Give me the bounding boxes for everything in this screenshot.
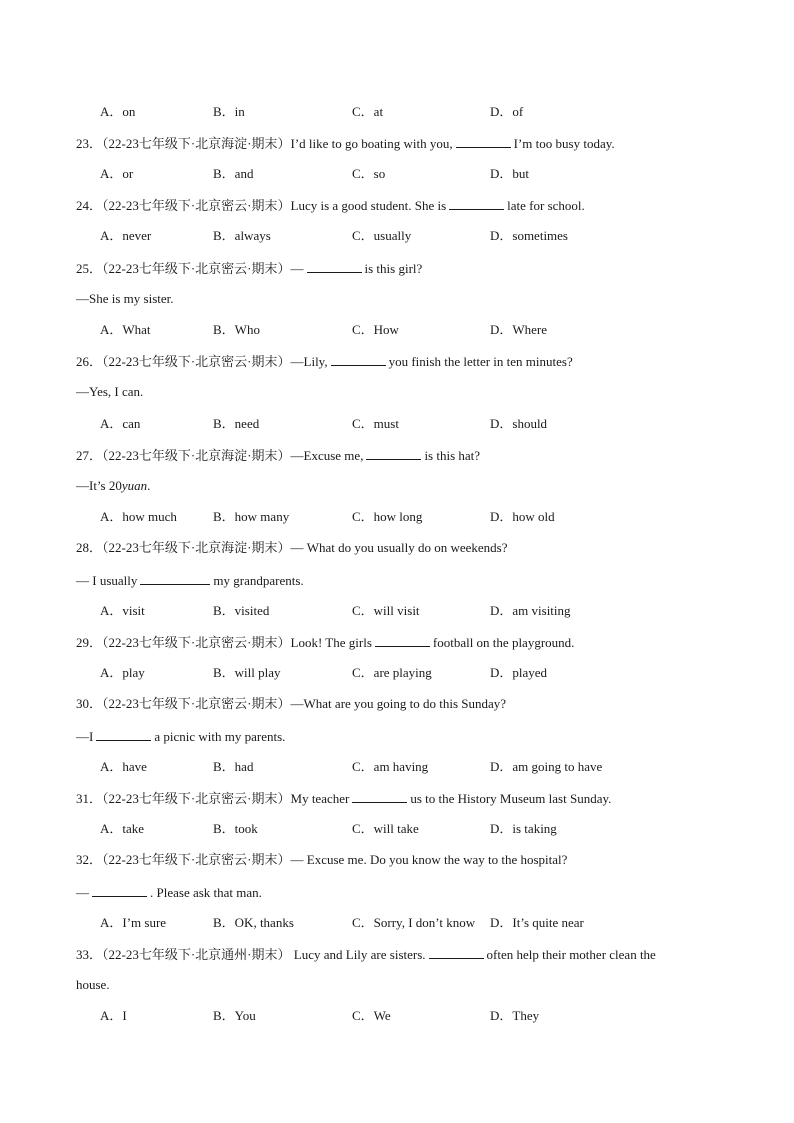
q27-text-post: is this hat? xyxy=(424,448,481,463)
q28-reply xyxy=(76,572,304,589)
q27-number: 27． xyxy=(76,448,103,463)
q31-options xyxy=(100,821,740,837)
q33-option-b: B．You xyxy=(213,1008,256,1023)
q27-blank xyxy=(366,447,421,460)
q28-number: 28． xyxy=(76,540,103,555)
q22-option-a: A．on xyxy=(100,104,136,119)
q25-options xyxy=(100,322,740,338)
q23-option-b: B．and xyxy=(213,166,254,181)
q26-text-post: you finish the letter in ten minutes? xyxy=(388,354,573,369)
q23-option-a: A．or xyxy=(100,166,134,181)
q23-blank xyxy=(456,135,511,148)
q33-continuation: house. xyxy=(76,977,110,992)
q28-options xyxy=(100,603,740,619)
q25-option-a: A．What xyxy=(100,322,151,337)
q24-option-d: D．sometimes xyxy=(490,228,568,243)
q25-number: 25． xyxy=(76,261,103,276)
q22-option-c: C．at xyxy=(352,104,384,119)
q24-source: （22-23七年级下·北京密云·期末） xyxy=(102,198,291,213)
q25-option-d: D．Where xyxy=(490,322,548,337)
q32-options xyxy=(100,915,740,931)
q31-option-a: A．take xyxy=(100,821,145,836)
q28-option-c: C．will visit xyxy=(352,603,420,618)
q29-blank xyxy=(375,634,430,647)
q33-option-c: C．We xyxy=(352,1008,391,1023)
q29-text-pre: Look! The girls xyxy=(290,635,372,650)
q33-number: 33． xyxy=(76,947,103,962)
q28-stem xyxy=(76,540,508,556)
q22-option-d: D．of xyxy=(490,104,524,119)
q22-option-b: B．in xyxy=(213,104,245,119)
q30-options xyxy=(100,759,740,775)
q24-option-c: C．usually xyxy=(352,228,412,243)
q26-options xyxy=(100,416,740,432)
q28-text-pre: — What do you usually do on weekends? xyxy=(290,540,508,555)
q26-stem xyxy=(76,353,573,370)
q31-text-pre: My teacher xyxy=(290,791,350,806)
q29-option-b: B．will play xyxy=(213,665,281,680)
q29-option-d: D．played xyxy=(490,665,548,680)
q31-blank xyxy=(352,790,407,803)
q24-option-a: A．never xyxy=(100,228,152,243)
q23-options xyxy=(100,166,740,182)
q24-number: 24． xyxy=(76,198,103,213)
q24-options xyxy=(100,228,740,244)
q27-options xyxy=(100,509,740,525)
q25-option-b: B．Who xyxy=(213,322,260,337)
q32-reply-post: . Please ask that man. xyxy=(150,885,262,900)
q24-text-post: late for school. xyxy=(507,198,585,213)
q24-blank xyxy=(449,197,504,210)
q32-option-a: A．I’m sure xyxy=(100,915,167,930)
q28-option-b: B．visited xyxy=(213,603,270,618)
q30-option-c: C．am having xyxy=(352,759,429,774)
q24-stem xyxy=(76,197,585,214)
q30-source: （22-23七年级下·北京密云·期末） xyxy=(102,696,291,711)
q28-option-d: D．am visiting xyxy=(490,603,571,618)
q25-text-post: is this girl? xyxy=(364,261,423,276)
q27-option-b: B．how many xyxy=(213,509,290,524)
q23-text-pre: I’d like to go boating with you, xyxy=(290,136,453,151)
q31-option-d: D．is taking xyxy=(490,821,557,836)
q27-reply-text: —It’s 20 xyxy=(76,478,122,493)
q26-option-a: A．can xyxy=(100,416,141,431)
q31-source: （22-23七年级下·北京密云·期末） xyxy=(102,791,291,806)
q32-text-pre: — Excuse me. Do you know the way to the hospital? xyxy=(290,852,568,867)
q33-text-pre: Lucy and Lily are sisters. xyxy=(290,947,426,962)
q33-option-d: D．They xyxy=(490,1008,540,1023)
q32-option-c: C．Sorry, I don’t know xyxy=(352,915,476,930)
q25-text-pre: — xyxy=(290,261,304,276)
q29-stem xyxy=(76,634,574,651)
q25-reply: —She is my sister. xyxy=(76,291,174,306)
q23-source: （22-23七年级下·北京海淀·期末） xyxy=(102,136,291,151)
q30-reply xyxy=(76,728,285,745)
q26-option-b: B．need xyxy=(213,416,260,431)
q30-reply-post: a picnic with my parents. xyxy=(154,729,286,744)
q30-number: 30． xyxy=(76,696,103,711)
q24-text-pre: Lucy is a good student. She is xyxy=(290,198,447,213)
q31-stem xyxy=(76,790,611,807)
q30-text-pre: —What are you going to do this Sunday? xyxy=(290,696,507,711)
q26-text-pre: —Lily, xyxy=(290,354,328,369)
q33-blank xyxy=(429,946,484,959)
q27-text-pre: —Excuse me, xyxy=(290,448,364,463)
q32-blank xyxy=(92,884,147,897)
q32-stem xyxy=(76,852,567,868)
q30-option-b: B．had xyxy=(213,759,254,774)
q26-blank xyxy=(331,353,386,366)
q23-text-post: I’m too busy today. xyxy=(513,136,615,151)
q22-options xyxy=(100,104,740,120)
q33-text-post: often help their mother clean the xyxy=(486,947,656,962)
q31-option-c: C．will take xyxy=(352,821,419,836)
q31-text-post: us to the History Museum last Sunday. xyxy=(410,791,612,806)
q23-option-c: C．so xyxy=(352,166,386,181)
q33-options xyxy=(100,1008,740,1024)
q26-source: （22-23七年级下·北京密云·期末） xyxy=(102,354,291,369)
q33-option-a: A．I xyxy=(100,1008,127,1023)
q31-option-b: B．took xyxy=(213,821,258,836)
q27-source: （22-23七年级下·北京海淀·期末） xyxy=(102,448,291,463)
q29-source: （22-23七年级下·北京密云·期末） xyxy=(102,635,291,650)
q32-number: 32． xyxy=(76,852,103,867)
q27-reply: —It’s 20yuan. xyxy=(76,478,151,493)
q28-option-a: A．visit xyxy=(100,603,145,618)
q32-option-b: B．OK, thanks xyxy=(213,915,294,930)
q24-option-b: B．always xyxy=(213,228,271,243)
q28-reply-pre: — I usually xyxy=(76,573,138,588)
q30-blank xyxy=(96,728,151,741)
q28-source: （22-23七年级下·北京海淀·期末） xyxy=(102,540,291,555)
q30-stem xyxy=(76,696,506,712)
q32-source: （22-23七年级下·北京密云·期末） xyxy=(102,852,291,867)
q29-number: 29． xyxy=(76,635,103,650)
q29-text-post: football on the playground. xyxy=(432,635,575,650)
q25-blank xyxy=(307,260,362,273)
q23-option-d: D．but xyxy=(490,166,530,181)
q27-stem xyxy=(76,447,480,464)
q32-option-d: D．It’s quite near xyxy=(490,915,584,930)
q32-reply-pre: — xyxy=(76,885,89,900)
q29-options xyxy=(100,665,740,681)
q27-option-a: A．how much xyxy=(100,509,177,524)
q33-source: （22-23七年级下·北京通州·期末） xyxy=(102,947,291,962)
q25-source: （22-23七年级下·北京密云·期末） xyxy=(102,261,291,276)
q30-option-d: D．am going to have xyxy=(490,759,603,774)
q26-number: 26． xyxy=(76,354,103,369)
q27-reply-unit: yuan xyxy=(121,478,148,493)
q28-reply-post: my grandparents. xyxy=(213,573,304,588)
q23-stem xyxy=(76,135,615,152)
q33-stem xyxy=(76,946,656,963)
q29-option-c: C．are playing xyxy=(352,665,432,680)
q26-reply: —Yes, I can. xyxy=(76,384,144,399)
q28-blank xyxy=(140,572,210,585)
q26-option-d: D．should xyxy=(490,416,548,431)
q25-stem xyxy=(76,260,422,277)
q31-number: 31． xyxy=(76,791,103,806)
q29-option-a: A．play xyxy=(100,665,145,680)
q23-number: 23． xyxy=(76,136,103,151)
q25-option-c: C．How xyxy=(352,322,399,337)
q27-option-d: D．how old xyxy=(490,509,555,524)
q32-reply xyxy=(76,884,262,901)
q30-reply-pre: —I xyxy=(76,729,94,744)
q30-option-a: A．have xyxy=(100,759,147,774)
q26-option-c: C．must xyxy=(352,416,399,431)
q27-option-c: C．how long xyxy=(352,509,423,524)
